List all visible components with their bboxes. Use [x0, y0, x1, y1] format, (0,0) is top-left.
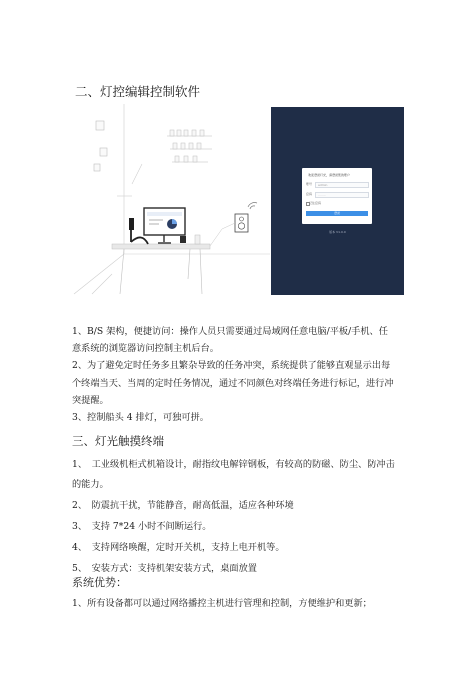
feature-line: 1、B/S 架构，便捷访问：操作人员只需要通过局域网任意电脑/平板/手机、任	[72, 326, 388, 337]
remember-password-label[interactable]: 记住密码	[309, 201, 322, 205]
workstation-illustration	[72, 104, 272, 299]
login-footer: 版本 V1.0.0	[329, 230, 346, 234]
terminal-feature-list	[72, 454, 395, 579]
section-3-title: 三、灯光触摸终端	[72, 434, 164, 448]
username-label: 账号	[306, 182, 313, 186]
terminal-item: 3、 支持 7*24 小时不间断运行。	[72, 521, 212, 532]
terminal-item: 5、 安装方式：支持机架安装方式，桌面放置	[72, 563, 257, 574]
feature-line: 突提醒。	[72, 394, 109, 406]
advantage-item: 1、所有设备都可以通过网络播控主机进行管理和控制，方便维护和更新；	[72, 598, 372, 609]
terminal-item: 2、 防震抗干扰，节能静音，耐高低温，适应各种环境	[72, 500, 294, 511]
terminal-item: 1、 工业级机柜式机箱设计，耐指纹电解锌钢板，有较高的防磁、防尘、防冲击	[72, 459, 395, 470]
remember-checkbox[interactable]	[306, 202, 310, 206]
login-button[interactable]: 登录	[306, 211, 368, 216]
terminal-item: 4、 支持网络唤醒，定时开关机，支持上电开机等。	[72, 542, 285, 553]
feature-line: 个终端当天、当周的定时任务情况，通过不同颜色对终端任务进行标记，进行冲	[72, 377, 394, 389]
password-field[interactable]: ········	[315, 192, 369, 198]
feature-line: 3、控制船头 4 排灯，可独可拼。	[72, 412, 209, 424]
username-field[interactable]: admin	[315, 182, 369, 188]
login-screen-screenshot	[271, 107, 404, 295]
password-label: 密码	[306, 192, 313, 196]
feature-line: 意系统的浏览器访问控制主机后台。	[72, 343, 219, 355]
advantages-title: 系统优势：	[72, 576, 127, 589]
feature-line: 2、为了避免定时任务多且繁杂导致的任务冲突，系统提供了能够直观显示出每	[72, 360, 391, 372]
section-2-title: 二、灯控编辑控制软件	[75, 84, 201, 99]
terminal-item: 的能力。	[72, 479, 109, 490]
feature-list	[72, 323, 394, 426]
login-heading: 欢迎登录灯光，请登录您的账户	[308, 173, 351, 177]
login-card	[302, 168, 372, 224]
